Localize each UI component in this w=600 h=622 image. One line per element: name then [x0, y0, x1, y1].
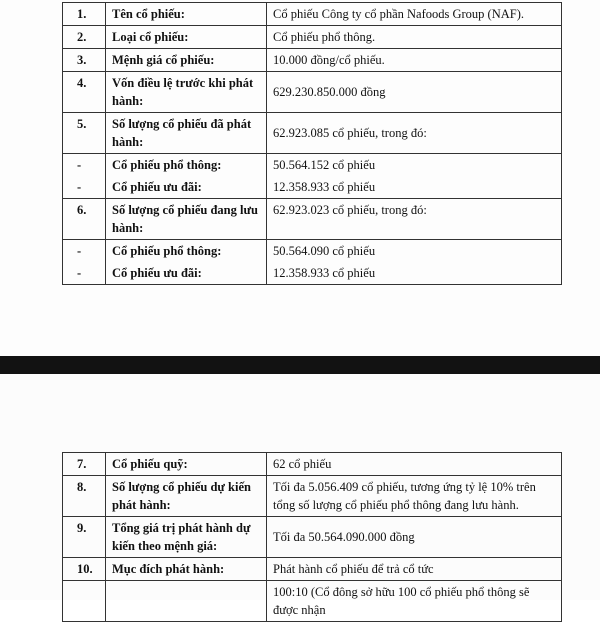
- row-value: 12.358.933 cổ phiếu: [267, 176, 562, 199]
- row-label: Cổ phiếu phổ thông:: [106, 154, 267, 177]
- row-bullet: -: [63, 176, 106, 199]
- row-value: Tối đa 5.056.409 cổ phiếu, tương ứng tỷ lệ 10% trên tổng số lượng cổ phiếu phổ thông đang lưu hành.: [267, 476, 562, 517]
- table-row: [63, 240, 562, 263]
- row-label: Tên cổ phiếu:: [106, 3, 267, 26]
- row-number: 6.: [63, 199, 106, 240]
- table-row: [63, 49, 562, 72]
- row-value: 50.564.090 cổ phiếu: [267, 240, 562, 263]
- row-bullet: -: [63, 240, 106, 263]
- table-row: [63, 154, 562, 177]
- row-label: [106, 581, 267, 622]
- row-value: Cổ phiếu Công ty cổ phần Nafoods Group (NAF).: [267, 3, 562, 26]
- row-number: 9.: [63, 517, 106, 558]
- table-row: [63, 476, 562, 517]
- row-value: Phát hành cổ phiếu để trả cổ tức: [267, 558, 562, 581]
- row-label: Cổ phiếu phổ thông:: [106, 240, 267, 263]
- table-row: [63, 558, 562, 581]
- row-value: 62.923.023 cổ phiếu, trong đó:: [267, 199, 562, 240]
- page-divider: [0, 356, 600, 374]
- table-row: [63, 3, 562, 26]
- row-label: Vốn điều lệ trước khi phát hành:: [106, 72, 267, 113]
- table-row: [63, 199, 562, 240]
- stock-info-table-2: [62, 452, 562, 622]
- row-number: 3.: [63, 49, 106, 72]
- row-label: Tổng giá trị phát hành dự kiến theo mệnh giá:: [106, 517, 267, 558]
- row-number: 10.: [63, 558, 106, 581]
- row-label: Số lượng cổ phiếu dự kiến phát hành:: [106, 476, 267, 517]
- row-label: Cổ phiếu ưu đãi:: [106, 176, 267, 199]
- row-label: Mục đích phát hành:: [106, 558, 267, 581]
- table-row: [63, 453, 562, 476]
- row-value: Tối đa 50.564.090.000 đồng: [267, 517, 562, 558]
- row-label: Mệnh giá cổ phiếu:: [106, 49, 267, 72]
- row-number: 8.: [63, 476, 106, 517]
- table-row: [63, 72, 562, 113]
- row-number: [63, 581, 106, 622]
- row-bullet: -: [63, 262, 106, 285]
- row-number: 5.: [63, 113, 106, 154]
- table-row: [63, 176, 562, 199]
- row-value: 62 cổ phiếu: [267, 453, 562, 476]
- row-number: 4.: [63, 72, 106, 113]
- row-label: Cổ phiếu ưu đãi:: [106, 262, 267, 285]
- row-value: 10.000 đồng/cổ phiếu.: [267, 49, 562, 72]
- row-number: 2.: [63, 26, 106, 49]
- row-label: Loại cổ phiếu:: [106, 26, 267, 49]
- row-value: Cổ phiếu phổ thông.: [267, 26, 562, 49]
- table-row: [63, 113, 562, 154]
- row-label: Số lượng cổ phiếu đang lưu hành:: [106, 199, 267, 240]
- stock-info-table-1: [62, 2, 562, 285]
- table-row: [63, 517, 562, 558]
- row-label: Số lượng cổ phiếu đã phát hành:: [106, 113, 267, 154]
- row-value: 100:10 (Cổ đông sở hữu 100 cổ phiếu phổ thông sẽ được nhận: [267, 581, 562, 622]
- row-number: 1.: [63, 3, 106, 26]
- table-row: [63, 262, 562, 285]
- row-bullet: -: [63, 154, 106, 177]
- row-value: 629.230.850.000 đồng: [267, 72, 562, 113]
- row-label: Cổ phiếu quỹ:: [106, 453, 267, 476]
- row-value: 12.358.933 cổ phiếu: [267, 262, 562, 285]
- row-number: 7.: [63, 453, 106, 476]
- row-value: 50.564.152 cổ phiếu: [267, 154, 562, 177]
- table-row: [63, 26, 562, 49]
- table-row: [63, 581, 562, 622]
- row-value: 62.923.085 cổ phiếu, trong đó:: [267, 113, 562, 154]
